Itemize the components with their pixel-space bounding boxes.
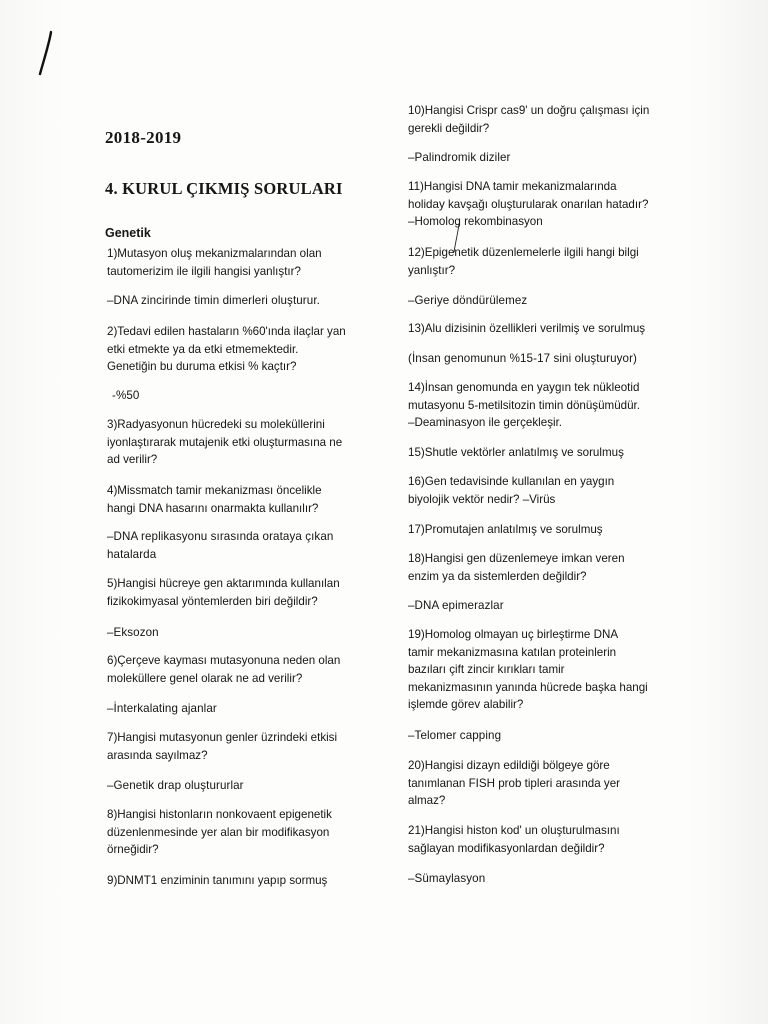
question-10: 10)Hangisi Crispr cas9' un doğru çalışması için gerekli değildir? xyxy=(408,104,650,135)
question-12: 12)Epigenetik düzenlemelerle ilgili hangi bilgi yanlıştır? xyxy=(408,246,639,277)
answer-2: -%50 xyxy=(112,389,140,402)
answer-21: –Sümaylasyon xyxy=(408,872,486,885)
question-1: 1)Mutasyon oluş mekanizmalarından olan tautomerizim ile ilgili hangisi yanlıştır? xyxy=(107,247,322,278)
answer-10: –Palindromik diziler xyxy=(408,151,511,164)
question-18: 18)Hangisi gen düzenlemeye imkan veren enzim ya da sistemlerden değildir? xyxy=(408,552,625,583)
answer-7: –Genetik drap oluştururlar xyxy=(107,779,244,792)
question-11: 11)Hangisi DNA tamir mekanizmalarında holiday kavşağı oluşturularak onarılan hatadır? –Homolog rekombinasyon xyxy=(408,180,649,228)
pen-mark xyxy=(36,30,56,78)
question-3: 3)Radyasyonun hücredeki su moleküllerini iyonlaştırarak mutajenik etki oluşturmasına ne ad verilir? xyxy=(107,418,343,466)
answer-12: –Geriye döndürülemez xyxy=(408,294,528,307)
question-19: 19)Homolog olmayan uç birleştirme DNA tamir mekanizmasına katılan proteinlerin bazıları çift zincir kırıkları tamir mekanizmasının yanında hücrede başka hangi işlemde görev alabilir? xyxy=(408,628,648,711)
answer-19: –Telomer capping xyxy=(408,729,502,742)
answer-6: –İnterkalating ajanlar xyxy=(107,702,217,715)
question-8: 8)Hangisi histonların nonkovaent epigenetik düzenlenmesinde yer alan bir modifikasyon örneğidir? xyxy=(107,808,332,856)
question-7: 7)Hangisi mutasyonun genler üzrindeki etkisi arasında sayılmaz? xyxy=(107,731,338,762)
question-4: 4)Missmatch tamir mekanizması öncelikle hangi DNA hasarını onarmakta kullanılır? xyxy=(107,484,322,515)
exam-title: 4. KURUL ÇIKMIŞ SORULARI xyxy=(105,179,343,198)
answer-4: –DNA replikasyonu sırasında orataya çıkan hatalarda xyxy=(107,530,334,561)
answer-13: (İnsan genomunun %15-17 sini oluşturuyor) xyxy=(408,352,638,365)
answer-18: –DNA epimerazlar xyxy=(408,599,504,612)
answer-1: –DNA zincirinde timin dimerleri oluşturur. xyxy=(107,294,320,307)
question-2: 2)Tedavi edilen hastaların %60'ında ilaçlar yan etki etmekte ya da etki etmemektedir. Genetiğin bu duruma etkisi % kaçtır? xyxy=(107,325,346,373)
section-label: Genetik xyxy=(105,226,151,240)
answer-5: –Eksozon xyxy=(107,626,159,639)
question-20: 20)Hangisi dizayn edildiği bölgeye göre tanımlanan FISH prob tipleri arasında yer almaz? xyxy=(408,759,621,807)
pen-stroke xyxy=(452,222,462,254)
question-21: 21)Hangisi histon kod' un oluşturulmasını sağlayan modifikasyonlardan değildir? xyxy=(408,824,620,855)
question-6: 6)Çerçeve kayması mutasyonuna neden olan moleküllere genel olarak ne ad verilir? xyxy=(107,654,341,685)
question-17: 17)Promutajen anlatılmış ve sorulmuş xyxy=(408,523,603,536)
question-15: 15)Shutle vektörler anlatılmış ve sorulmuş xyxy=(408,446,624,459)
question-9: 9)DNMT1 enziminin tanımını yapıp sormuş xyxy=(107,874,328,887)
question-5: 5)Hangisi hücreye gen aktarımında kullanılan fizikokimyasal yöntemlerden biri değildir? xyxy=(107,577,340,608)
question-16: 16)Gen tedavisinde kullanılan en yaygın biyolojik vektör nedir? –Virüs xyxy=(408,475,615,506)
question-14: 14)İnsan genomunda en yaygın tek nükleotid mutasyonu 5-metilsitozin timin dönüşümüdür. –Deaminasyon ile gerçekleşir. xyxy=(408,381,640,429)
question-13: 13)Alu dizisinin özellikleri verilmiş ve sorulmuş xyxy=(408,322,646,335)
exam-year: 2018-2019 xyxy=(105,128,182,147)
